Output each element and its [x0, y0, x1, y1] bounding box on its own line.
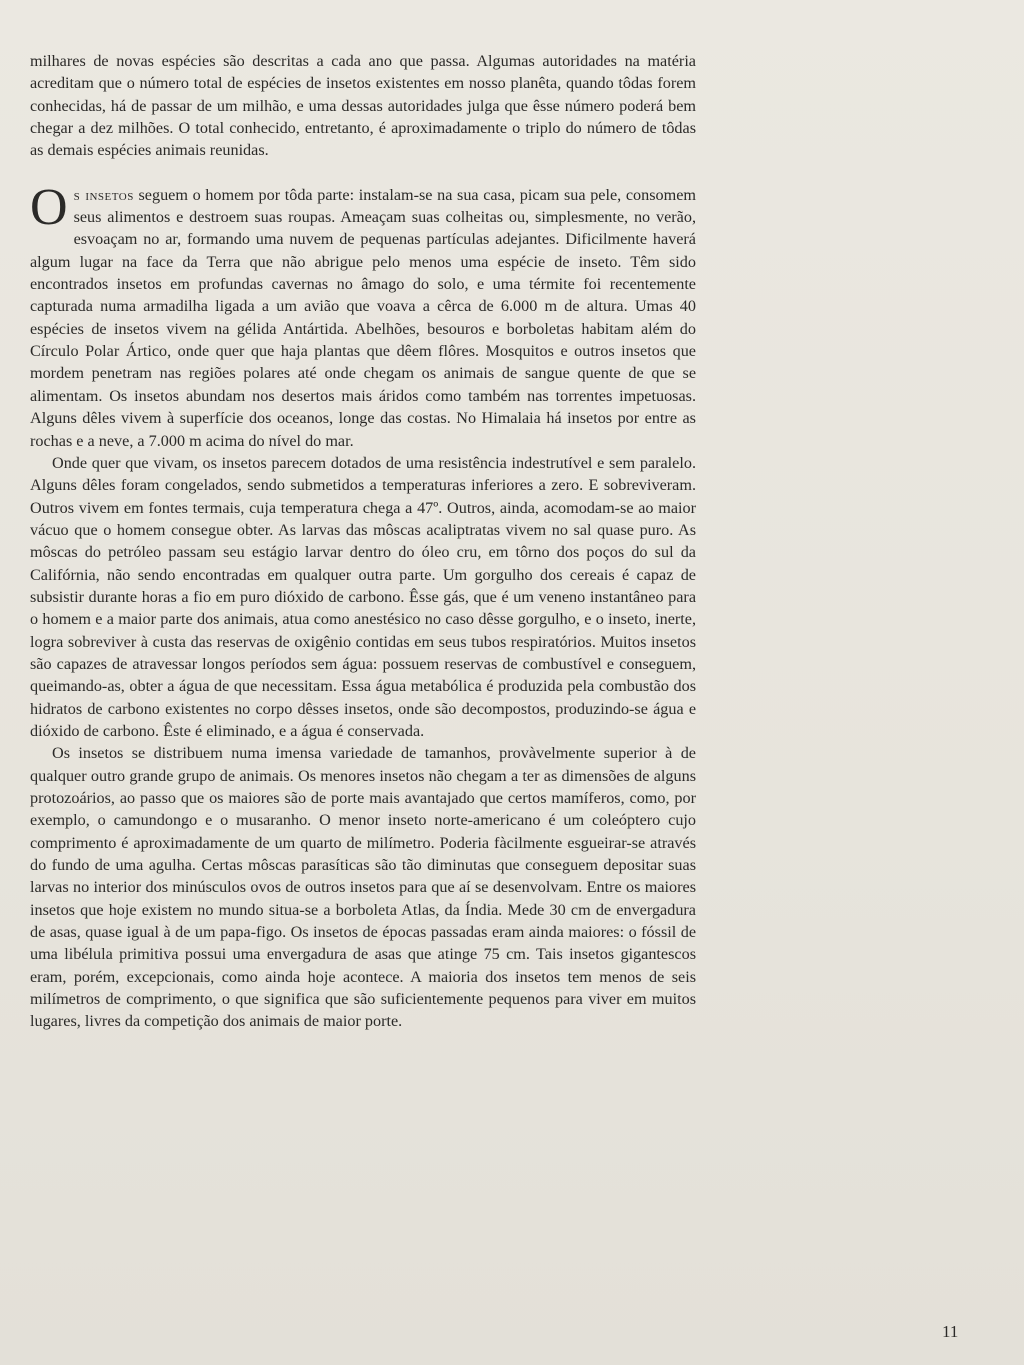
paragraph-2: Onde quer que vivam, os insetos parecem dotados de uma resistência indestrutível e sem paralelo. Alguns dêles foram congelados, sendo submetidos a temperaturas inferiores a zero. E sobreviveram. Outros vivem em fontes termais, cuja temperatura chega a 47º. Outros, ainda, acomodam-se ao maior vácuo que o homem consegue obter. As larvas das môscas acaliptratas vivem no sal quase puro. As môscas do petróleo passam seu estágio larvar dentro do óleo cru, em tôrno dos poços do sul da Califórnia, não sendo encontradas em qualquer outra parte. Um gorgulho dos cereais é capaz de subsistir durante horas a fio em puro dióxido de carbono. Êsse gás, que é um veneno instantâneo para o homem e a maior parte dos animais, atua como anestésico no caso dêsse gorgulho, e o inseto, inerte, logra sobreviver à custa das reservas de oxigênio contidas em seus tubos respiratórios. Muitos insetos são capazes de atravessar longos períodos sem água: possuem reservas de combustível e conseguem, queimando-as, obter a água de que necessitam. Essa água metabólica é produzida pela combustão dos hidratos de carbono existentes no corpo dêsses insetos, onde são decompostos, produzindo-se água e dióxido de carbono. Êste é eliminado, e a água é conservada.: [30, 453, 696, 740]
paragraph-3: Os insetos se distribuem numa imensa variedade de tamanhos, provàvelmente superior à de qualquer outro grande grupo de animais. Os menores insetos não chegam a ter as dimensões de alguns protozoários, ao passo que os maiores são de porte mais avantajado que certos mamíferos, como, por exemplo, o camundongo e o musaranho. O menor inseto norte-americano é um coleóptero cujo comprimento é aproximadamente de um quarto de milímetro. Poderia fàcilmente esgueirar-se através do fundo de uma agulha. Certas môscas parasíticas são tão diminutas que conseguem depositar suas larvas no interior dos minúsculos ovos de outros insetos para que aí se desenvolvam. Entre os maiores insetos que hoje existem no mundo situa-se a borboleta Atlas, da Índia. Mede 30 cm de envergadura de asas, quase igual à de um papa-figo. Os insetos de épocas passadas eram ainda maiores: o fóssil de uma libélula primitiva possui uma envergadura de asas que atinge 75 cm. Tais insetos gigantescos eram, porém, excepcionais, como ainda hoje acontece. A maioria dos insetos tem menos de seis milímetros de comprimento, o que significa que são suficientemente pequenos para viver em muitos lugares, livres da competição dos animais de maior porte.: [30, 744, 696, 1031]
drop-cap: O: [30, 183, 68, 236]
intro-paragraph: milhares de novas espécies são descritas a cada ano que passa. Algumas autoridades na matéria acreditam que o número total de espécies de insetos existentes em nosso planêta, quando tôdas forem conhecidas, há de passar de um milhão, e uma dessas autoridades julga que êsse número poderá bem chegar a dez milhões. O total conhecido, entretanto, é aproximadamente o triplo do número de tôdas as demais espécies animais reunidas.: [30, 52, 696, 160]
paragraph-1-text: seguem o homem por tôda parte: instalam-se na sua casa, picam sua pele, consomem seus alimentos e destroem suas roupas. Ameaçam suas colheitas ou, simplesmente, no verão, esvoaçam no ar, formando uma nuvem de pequenas partículas adejantes. Dificilmente haverá algum lugar na face da Terra que não abrigue pelo menos uma espécie de inseto. Têm sido encontrados insetos em profundas cavernas no âmago do solo, e uma térmite foi recentemente capturada numa armadilha ligada a um avião que voava a cêrca de 6.000 m de altura. Umas 40 espécies de insetos vivem na gélida Antártida. Abelhões, besouros e borboletas habitam além do Círculo Polar Ártico, onde quer que haja plantas que dêem flôres. Mosquitos e outros insetos que mordem penetram nas regiões polares até onde chegam os animais de sangue quente de que se alimentam. Os insetos abundam nos desertos mais áridos como também nas torrentes impetuosas. Alguns dêles vivem à superfície dos oceanos, longe das costas. No Himalaia há insetos por entre as rochas e a neve, a 7.000 m acima do nível do mar.: [30, 185, 696, 450]
lead-in: s insetos: [73, 185, 134, 204]
text-column: [30, 50, 696, 1033]
section-insetos: [30, 184, 696, 1033]
page-number: 11: [942, 1322, 959, 1341]
paragraph-1: [30, 184, 696, 452]
